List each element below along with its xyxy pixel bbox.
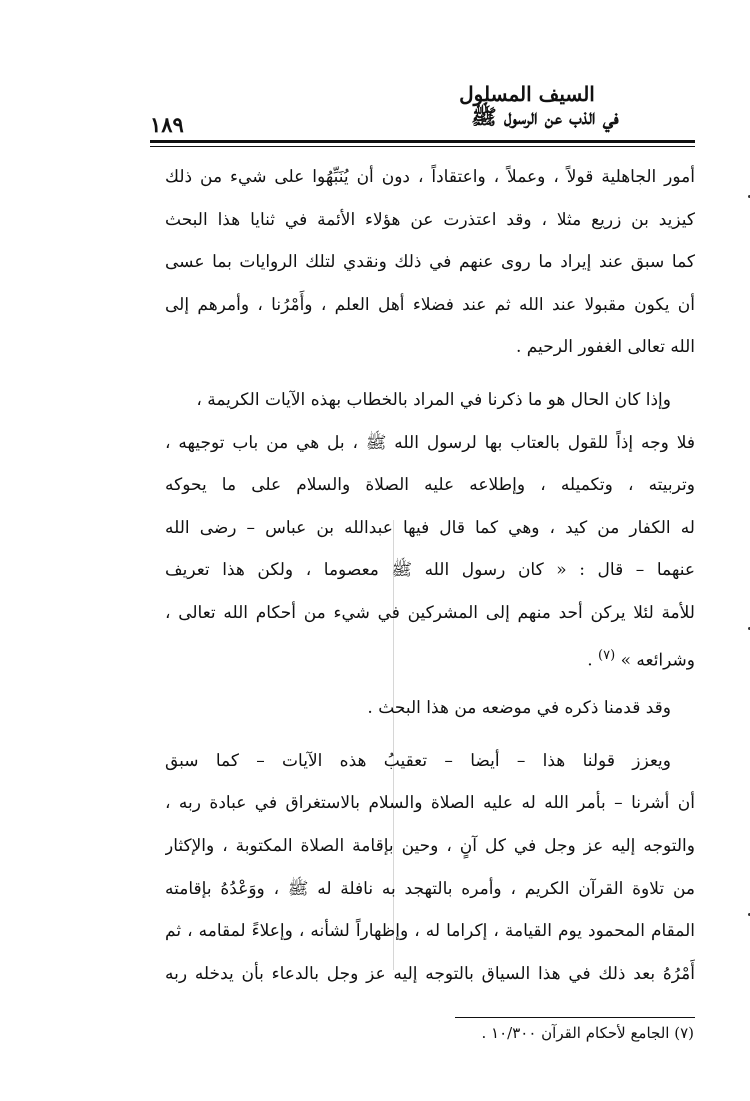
page-number: ١٨٩ bbox=[150, 112, 184, 137]
text-line: وقد قدمنا ذكره في موضعه من هذا البحث . bbox=[367, 698, 671, 719]
text-line: من تلاوة القرآن الكريم ، وأمره بالتهجد به نافلة له ﷺ ، ووَعْدُهُ بإقامته bbox=[165, 878, 695, 899]
text-line: ويعزز قولنا هذا – أيضا – تعقيبُ هذه الآيات – كما سبق bbox=[165, 750, 671, 771]
text-line: كما سبق عند إيراد ما روى عنهم في ذلك ونقدي لتلك الروايات بما عسى bbox=[165, 252, 695, 273]
footnote: (٧) الجامع لأحكام القرآن ١٠/٣٠٠ . bbox=[481, 1024, 694, 1042]
text-line: الله تعالى الغفور الرحيم . bbox=[515, 337, 695, 358]
paragraph bbox=[165, 687, 695, 730]
body-text bbox=[165, 156, 695, 995]
text-line: عنهما – قال : « كان رسول الله ﷺ معصوما ، ولكن هذا تعريف bbox=[165, 560, 695, 581]
paragraph bbox=[165, 156, 695, 369]
text-line: وإذا كان الحال هو ما ذكرنا في المراد بالخطاب بهذه الآيات الكريمة ، bbox=[196, 389, 671, 410]
text-fragment: وشرائعه » bbox=[620, 650, 695, 671]
footnote-reference: (٧) bbox=[598, 647, 616, 663]
text-line: له الكفار من كيد ، وهي كما قال فيها عبدالله بن عباس – رضى الله bbox=[165, 517, 695, 538]
text-line: أَمْرُهُ بعد ذلك في هذا السياق بالتوجه إليه عز وجل بالدعاء بأن يدخله ربه bbox=[165, 963, 695, 984]
text-line: أمور الجاهلية قولاً ، وعملاً ، واعتقاداً ، دون أن يُنَبِّهُوا على شيء من ذلك bbox=[165, 167, 695, 187]
text-line: للأمة لئلا يركن أحد منهم إلى المشركين في شيء من أحكام الله تعالى ، bbox=[165, 602, 695, 623]
header-rule-thin bbox=[150, 146, 695, 147]
text-line: فلا وجه إذاً للقول بالعتاب بها لرسول الله ﷺ ، بل هي من باب توجيهه ، bbox=[165, 432, 695, 453]
text-line: كيزيد بن زريع مثلا ، وقد اعتذرت عن هؤلاء الأئمة في ثنايا هذا البحث bbox=[165, 209, 695, 230]
header-rule-thick bbox=[150, 140, 695, 143]
text-line: والتوجه إليه عز وجل في كل آنٍ ، وحين بإقامة الصلاة المكتوبة ، والإكثار bbox=[165, 835, 695, 856]
page-header bbox=[150, 84, 695, 146]
text-line: وشرائعه » $^{(٧)}$ . bbox=[587, 647, 695, 671]
text-line: أن أشرنا – بأمر الله له عليه الصلاة والسلام بالاستغراق في عبادة ربه ، bbox=[165, 793, 695, 814]
paragraph bbox=[165, 740, 695, 996]
text-line: أن يكون مقبولا عند الله ثم عند فضلاء أهل العلم ، وأَمْرُنا ، وأمرهم إلى bbox=[165, 294, 695, 315]
running-title-line-2: في الذب عن الرسول ﷺ bbox=[471, 103, 619, 129]
running-title-line-1: السيف المسلول bbox=[459, 82, 595, 106]
text-line: وتربيته ، وتكميله ، وإطلاعه عليه الصلاة والسلام على ما يحوكه bbox=[165, 475, 695, 496]
running-title bbox=[395, 84, 695, 128]
paragraph bbox=[165, 379, 695, 677]
footnote-separator bbox=[455, 1017, 695, 1018]
text-line: المقام المحمود يوم القيامة ، إكراما له ، وإظهاراً لشأنه ، وإعلاءً لمقامه ، ثم bbox=[165, 921, 695, 942]
